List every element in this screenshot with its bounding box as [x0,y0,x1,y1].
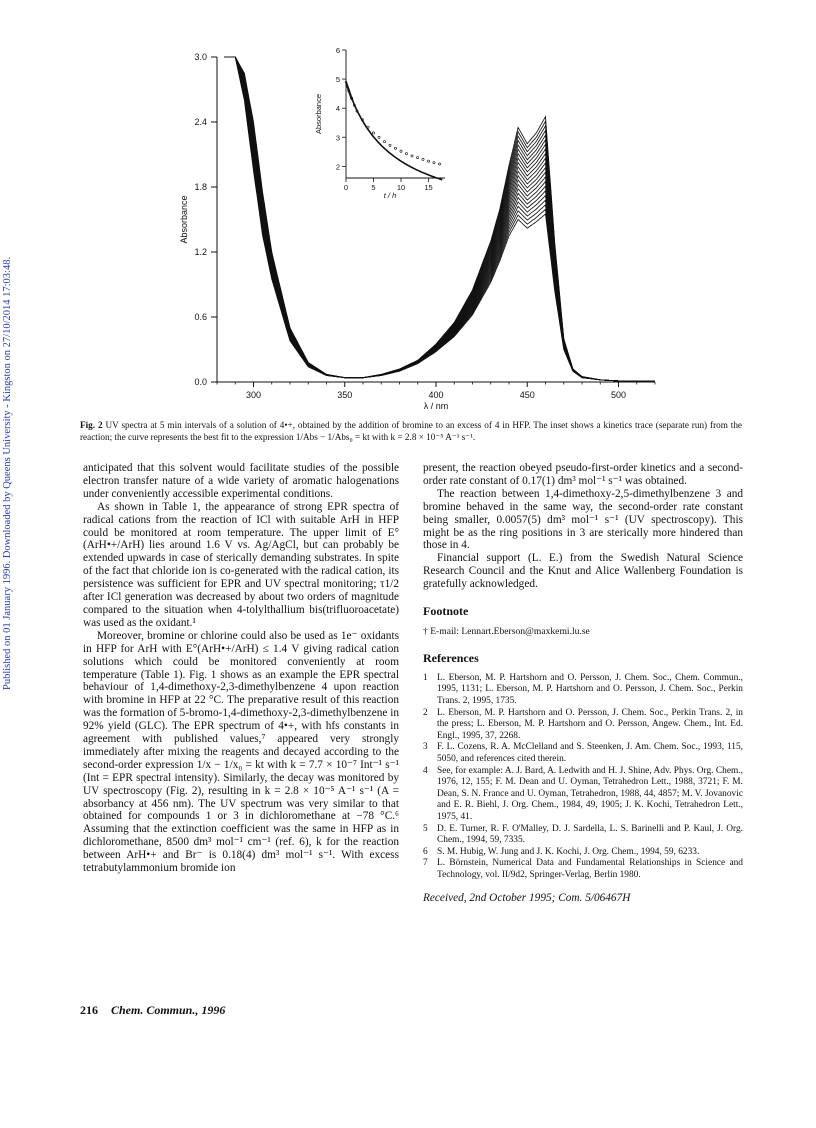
reference-item [423,766,743,824]
reference-text: See, for example: A. J. Bard, A. Ledwith and H. J. Shine, Adv. Phys. Org. Chem., 1976, 12, 155; F. M. Dean and U. Oyman, Tetrahedron Lett., 1988, 3721; F. M. Dean, S. N. France and U. Oyman, Tetrahedron, 1988, 44, 4857; M. V. Jovanovic and E. R. Biehl, J. Org. Chem., 1984, 49, 1905; J. K. Kochi, Tetrahedron Lett., 1975, 41. [437,765,743,822]
y-tick-label: 1.8 [194,182,207,192]
reference-number: 1 [423,672,428,683]
y-tick-label: 1.2 [194,247,207,257]
references-list [423,673,743,882]
x-tick-label: 350 [337,390,353,400]
reference-item [423,858,743,881]
y-tick-label: 2.4 [194,117,207,127]
page-footer [80,1003,225,1018]
y-tick-label: 0.6 [194,312,207,322]
inset-y-tick-label: 5 [335,75,340,85]
inset-y-tick-label: 4 [335,104,340,114]
paragraph: present, the reaction obeyed pseudo-first-order kinetics and a second-order rate constant of 0.17(1) dm³ mol⁻¹ s⁻¹ was obtained. [423,462,743,487]
caption-text: UV spectra at 5 min intervals of a solution of 4•+, obtained by the addition of bromine to an excess of 4 in HFP. The inset shows a kinetics trace (separate run) from the reaction; the curve represents the best fit to the expression 1/Abs − 1/Abs₀ = kt with k = 2.8 × 10⁻⁵ A⁻¹ s⁻¹. [80,420,742,442]
reference-number: 5 [423,823,428,834]
reference-text: L. Eberson, M. P. Hartshorn and O. Persson, J. Chem. Soc., Perkin Trans. 2, in the press; L. Eberson, M. P. Hartshorn and O. Persson, Angew. Chem., Int. Ed. Engl., 1995, 37, 2268. [437,707,743,741]
inset-y-tick-label: 6 [335,46,340,55]
reference-item [423,673,743,708]
x-tick-label: 300 [245,390,262,400]
references-heading: References [423,650,479,665]
x-tick-label: 450 [519,390,535,400]
paragraph: The reaction between 1,4-dimethoxy-2,5-dimethylbenzene 3 and bromine behaved in the same way, the second-order rate constant being smaller, 0.0057(5) dm³ mol⁻¹ s⁻¹ (UV spectroscopy). This might be as the ring positions in 3 are sterically more hindered than those in 4. [423,487,743,552]
figure-caption [80,419,742,443]
received-line: Received, 2nd October 1995; Com. 5/06467H [423,891,631,904]
x-tick-label: 400 [428,390,444,400]
inset-y-tick-label: 2 [335,162,340,172]
uv-spectra-chart [160,40,680,415]
y-tick-label: 3.0 [194,52,207,62]
inset-x-tick-label: 10 [396,183,406,192]
inset-x-tick-label: 0 [343,183,349,192]
download-watermark: Published on 01 January 1996. Downloaded by Queens University - Kingston on 27/10/2014 17:03:48. [2,256,13,690]
y-axis-label: Absorbance [179,195,189,244]
reference-item [423,847,743,859]
reference-item [423,824,743,847]
reference-item [423,742,743,765]
reference-number: 4 [423,765,428,776]
right-column [423,462,743,904]
inset-y-axis-label: Absorbance [314,93,323,135]
paragraph: Financial support (L. E.) from the Swedish Natural Science Research Council and the Knut and Alice Wallenberg Foundation is gratefully acknowledged. [423,552,743,591]
paragraph: Moreover, bromine or chlorine could also be used as 1e⁻ oxidants in HFP for ArH with E°(ArH•+/ArH) ≤ 1.4 V giving radical cation solutions which could be monitored conveniently at room temperature (Table 1). Fig. 1 shows as an example the EPR spectral behaviour of 1,4-dimethoxy-2,3-dimethylbenzene 4 upon reaction with bromine in HFP at 22 °C. The preparative result of this reaction was the formation of 5-bromo-1,4-dimethoxy-2,3-dimethylbenzene in 92% yield (GLC). The EPR spectrum of 4•+, with hfs constants in agreement with published values,⁷ appeared very strongly immediately after mixing the reagents and decayed according to the second-order expression 1/x − 1/x₀ = kt with k = 7.7 × 10⁻⁷ Int⁻¹ s⁻¹ (Int = EPR spectral intensity). Similarly, the decay was monitored by UV spectroscopy (Fig. 2), resulting in k = 2.8 × 10⁻⁵ A⁻¹ s⁻¹ (A = absorbancy at 456 nm). The UV spectrum was very similar to that obtained for compounds 1 or 3 in dichloromethane at −78 °C.⁶ Assuming that the extinction coefficient was the same in HFP as in dichloromethane, 8500 dm³ mol⁻¹ cm⁻¹ (ref. 6), k for the reaction between ArH•+ and Br⁻ is 0.18(4) dm³ mol⁻¹ s⁻¹. With excess tetrabutylammonium bromide ion [83,629,399,875]
page-number: 216 [80,1003,98,1017]
reference-number: 7 [423,858,428,869]
x-tick-label: 500 [610,390,627,400]
figure-2 [160,40,680,415]
reference-number: 3 [423,742,428,753]
reference-text: F. L. Cozens, R. A. McClelland and S. Steenken, J. Am. Chem. Soc., 1993, 115, 5050, and references cited therein. [437,742,743,765]
footnote-heading: Footnote [423,604,469,619]
paragraph: As shown in Table 1, the appearance of strong EPR spectra of radical cations from the reaction of ICl with suitable ArH in HFP could be monitored at room temperature. The upper limit of E°(ArH•+/ArH) lies around 1.6 V vs. Ag/AgCl, but can probably be extended upwards in case of sterically demanding substrates. In spite of the fact that chloride ion is co-generated with the radical cation, its persistence was sufficient for EPR and UV spectral monitoring; τ1/2 after ICl generation was decreased by about two orders of magnitude compared to the situation when 4-tolylthallium bis(trifluoroacetate) was used as the oxidant.¹ [83,500,399,629]
x-axis-label: λ / nm [423,401,449,411]
paragraph: anticipated that this solvent would facilitate studies of the possible electron transfer nature of a wide variety of aromatic halogenations under conveniently accessible experimental conditions. [83,462,399,500]
reference-text: S. M. Hubig, W. Jung and J. K. Kochi, J. Org. Chem., 1994, 59, 6233. [437,846,700,857]
footnote-text: † E-mail: Lennart.Eberson@maxkemi.lu.se [423,625,590,637]
left-column [83,462,399,875]
inset-x-tick-label: 15 [424,183,433,192]
y-tick-label: 0.0 [194,377,207,387]
reference-text: L. Eberson, M. P. Hartshorn and O. Persson, J. Chem. Soc., Chem. Commun., 1995, 1131; L. Eberson, M. P. Hartshorn and O. Persson, J. Chem. Soc., Perkin Trans. 2, 1995, 1735. [437,672,743,707]
inset-x-axis-label: t / h [383,191,397,200]
journal-name: Chem. Commun., 1996 [111,1003,226,1017]
caption-label: Fig. 2 [80,420,103,430]
inset-x-tick-label: 5 [371,183,376,192]
reference-number: 6 [423,846,428,857]
reference-text: D. E. Turner, R. F. O'Malley, D. J. Sardella, L. S. Barinelli and P. Kaul, J. Org. Chem., 1994, 59, 7335. [437,823,743,846]
inset-y-tick-label: 3 [335,133,340,143]
reference-number: 2 [423,707,428,718]
reference-text: L. Börnstein, Numerical Data and Fundamental Relationships in Science and Technology, vol. II/9d2, Springer-Verlag, Berlin 1980. [437,858,743,880]
reference-item [423,708,743,743]
